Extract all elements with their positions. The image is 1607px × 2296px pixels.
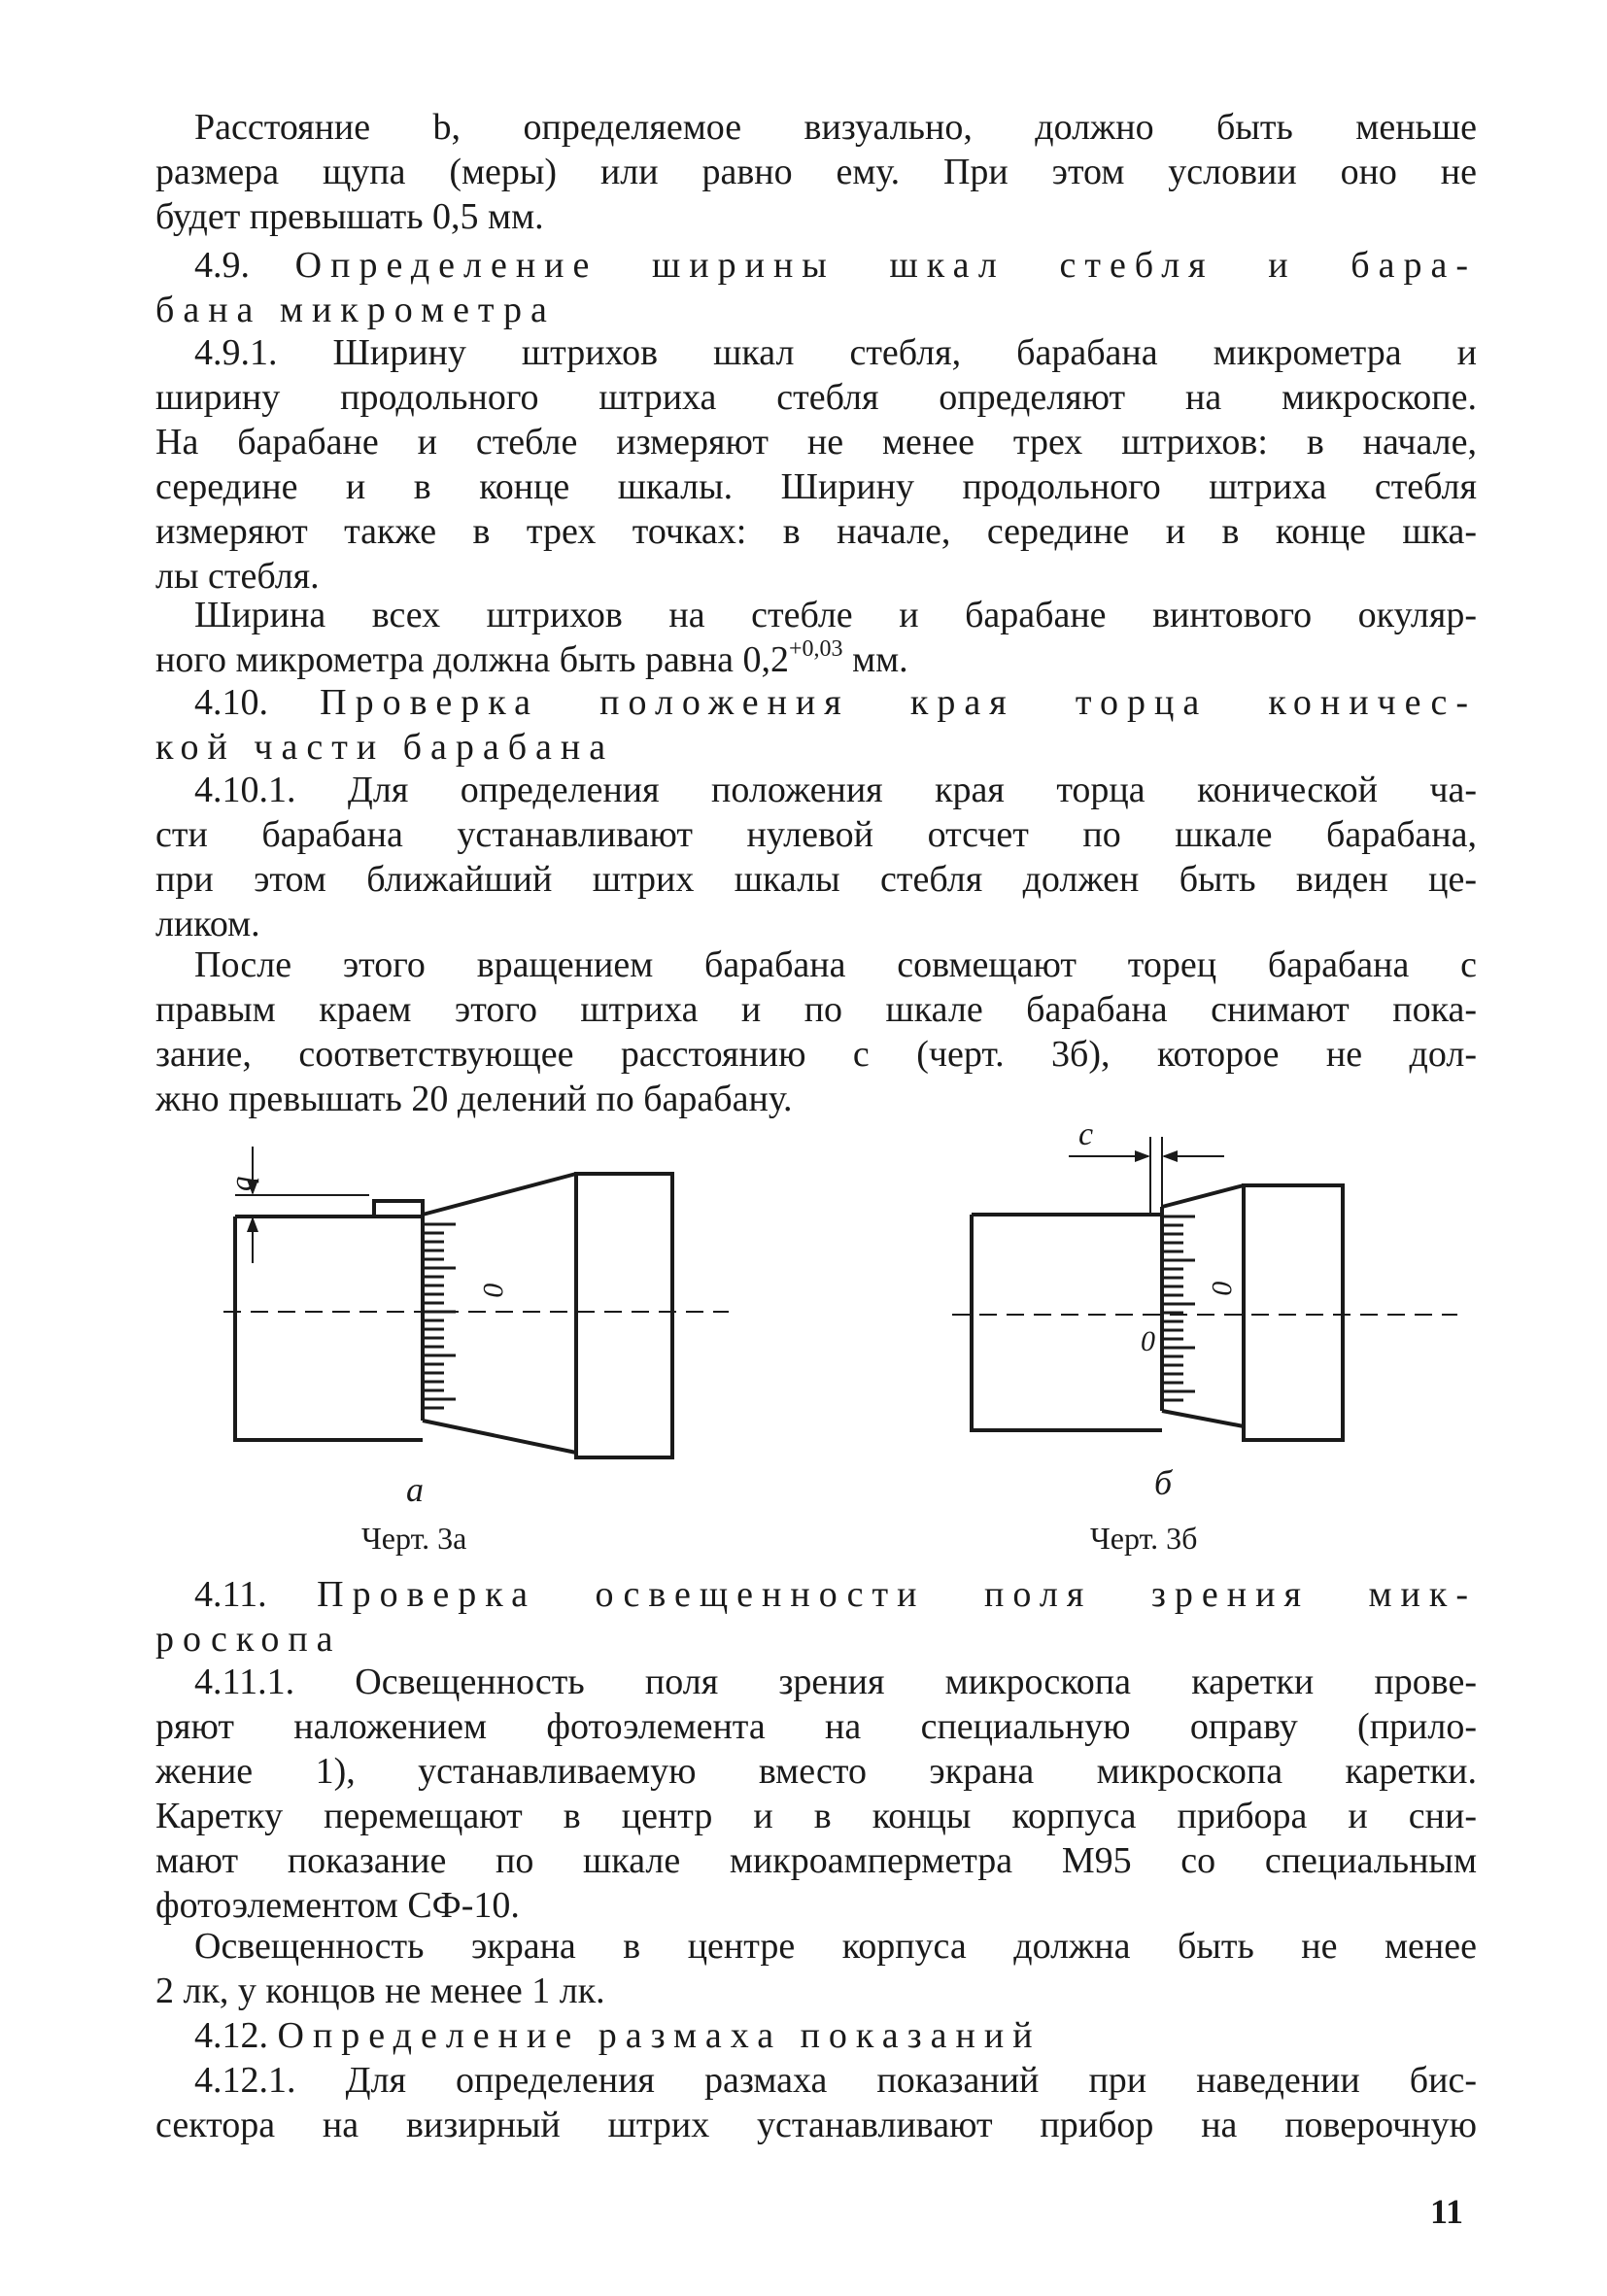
text-line — [155, 637, 1477, 682]
text-fragment: мм. — [842, 639, 908, 680]
section-number: 4.10. — [194, 682, 268, 723]
text-line: Каретку перемещают в центр и в концы корпуса прибора и сни- — [155, 1796, 1477, 1836]
tolerance-superscript: +0,03 — [789, 636, 843, 662]
section-heading-4-11 — [155, 1572, 1477, 1662]
section-number: 4.11. — [194, 1574, 267, 1615]
thimble-cone-top — [423, 1174, 576, 1215]
text-line: середине и в конце шкалы. Ширину продольного штриха стебля — [155, 466, 1477, 507]
text-line: ряют наложением фотоэлемента на специальную оправу (прило- — [155, 1706, 1477, 1747]
text-line: жение 1), устанавливаемую вместо экрана микроскопа каретки. — [155, 1751, 1477, 1792]
text-line: 4.11.1. Освещенность поля зрения микроскопа каретки прове- — [194, 1662, 1477, 1702]
heading-line — [155, 680, 1477, 725]
figure-3b-caption: Черт. 3б — [1090, 1521, 1198, 1556]
thimble-scale-ticks — [1162, 1217, 1195, 1400]
paragraph-4-12-1 — [155, 2058, 1477, 2147]
text-line: Освещенность экрана в центре корпуса должна быть не менее — [194, 1926, 1477, 1967]
heading-text: Определение ширины шкал стебля и бара- — [294, 245, 1478, 286]
text-line: при этом ближайший штрих шкалы стебля должен быть виден це- — [155, 859, 1477, 900]
text-line: правым краем этого штриха и по шкале барабана снимают пока- — [155, 989, 1477, 1030]
figure-3a-drawing — [223, 1127, 729, 1516]
heading-text: Определение размаха показаний — [277, 2015, 1042, 2056]
text-line: жно превышать 20 делений по барабану. — [155, 1079, 793, 1119]
thimble-cone-bottom — [1162, 1411, 1244, 1426]
arrowhead — [247, 1217, 258, 1232]
thimble-zero-label: 0 — [477, 1283, 509, 1297]
text-line: зание, соответствующее расстоянию c (черт. 3б), которое не дол- — [155, 1034, 1477, 1075]
page-number: 11 — [1430, 2192, 1464, 2231]
paragraph-illumination — [155, 1924, 1477, 2013]
section-heading-4-9 — [155, 243, 1477, 332]
figure-3a-caption: Черт. 3а — [361, 1521, 467, 1556]
figure-letter-a: а — [406, 1470, 424, 1509]
text-line: сектора на визирный штрих устанавливают прибор на поверочную — [155, 2105, 1477, 2145]
heading-line: роскопа — [155, 1619, 342, 1660]
paragraph-distance-b — [155, 105, 1477, 239]
text-line: На барабане и стебле измеряют не менее трех штрихов: в начале, — [155, 422, 1477, 463]
text-line: фотоэлементом СФ-10. — [155, 1885, 520, 1926]
heading-line: кой части барабана — [155, 727, 615, 768]
heading-line — [155, 243, 1477, 288]
paragraph-stroke-width — [155, 593, 1477, 682]
figure-3b-drawing — [952, 1117, 1457, 1516]
heading-text: Проверка положения края торца коничес- — [320, 682, 1478, 723]
paragraph-after — [155, 942, 1477, 1121]
text-line: 2 лк, у концов не менее 1 лк. — [155, 1970, 605, 2011]
text-line: ширину продольного штриха стебля определяют на микроскопе. — [155, 377, 1477, 418]
text-line: ликом. — [155, 904, 260, 944]
dimension-label-b: b — [230, 1176, 265, 1191]
text-line: Ширина всех штрихов на стебле и барабане винтового окуляр- — [194, 595, 1477, 635]
thimble-cone-bottom — [423, 1421, 576, 1453]
stem-body — [972, 1215, 1162, 1430]
paragraph-4-10-1 — [155, 768, 1477, 946]
text-line: 4.12.1. Для определения размаха показаний при наведении бис- — [194, 2060, 1477, 2101]
text-line: сти барабана устанавливают нулевой отсчет по шкале барабана, — [155, 814, 1477, 855]
paragraph-4-9-1 — [155, 330, 1477, 599]
heading-line — [155, 2013, 1477, 2058]
thimble-zero-label: 0 — [1206, 1281, 1238, 1295]
text-line: мают показание по шкале микроамперметра М95 со специальным — [155, 1840, 1477, 1881]
thimble-cone-top — [1162, 1185, 1244, 1207]
arrowhead — [1135, 1150, 1150, 1162]
text-line: размера щупа (меры) или равно ему. При этом условии оно не — [155, 152, 1477, 192]
section-heading-4-12 — [155, 2013, 1477, 2058]
text-line: 4.9.1. Ширину штрихов шкал стебля, барабана микрометра и — [194, 332, 1477, 373]
text-fragment: ного микрометра должна быть равна 0,2 — [155, 639, 790, 680]
paragraph-4-11-1 — [155, 1660, 1477, 1928]
section-number: 4.12. — [194, 2015, 268, 2056]
text-line: Расстояние b, определяемое визуально, должно быть меньше — [194, 107, 1477, 148]
dimension-label-c: c — [1078, 1117, 1094, 1152]
thimble-body — [576, 1174, 672, 1457]
heading-text: Проверка освещенности поля зрения мик- — [317, 1574, 1477, 1615]
figure-letter-b: б — [1154, 1463, 1173, 1502]
heading-line: бана микрометра — [155, 290, 556, 330]
section-number: 4.9. — [194, 245, 250, 286]
stem-body — [235, 1201, 423, 1440]
text-line: лы стебля. — [155, 556, 320, 597]
stem-zero-label: 0 — [1141, 1325, 1155, 1357]
arrowhead — [1162, 1150, 1178, 1162]
thimble-scale-ticks — [423, 1224, 456, 1408]
section-heading-4-10 — [155, 680, 1477, 770]
text-line: будет превышать 0,5 мм. — [155, 196, 544, 237]
text-line: После этого вращением барабана совмещают торец барабана с — [194, 944, 1477, 985]
heading-line — [155, 1572, 1477, 1617]
text-line: 4.10.1. Для определения положения края торца конической ча- — [194, 770, 1477, 810]
thimble-body — [1244, 1185, 1343, 1440]
text-line: измеряют также в трех точках: в начале, середине и в конце шка- — [155, 511, 1477, 552]
